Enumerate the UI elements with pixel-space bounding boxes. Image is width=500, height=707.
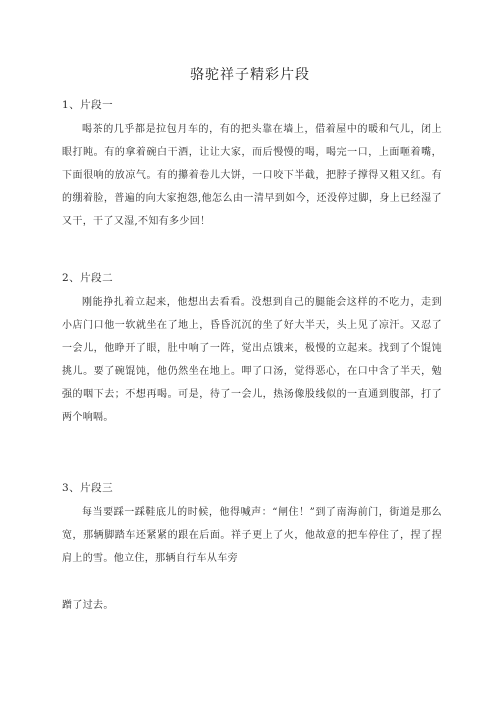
section-heading-3: 3、片段三 (62, 482, 114, 494)
section-heading-1: 1、片段一 (62, 99, 114, 111)
section-paragraph-1: 喝茶的几乎都是拉包月车的，有的把头靠在墙上，借着屋中的暖和气儿，闭上眼打盹。有的拿着碗白干酒，让让大家，而后慢慢的喝，喝完一口，上面咂着嘴，下面很响的放凉气。有的攥着卷儿大饼，一口咬下半截，把脖子撑得又粗又红。有的绷着脸，普遍的向大家抱怨,他怎么由一清早到如今，还没停过脚，身上已经湿了又干，干了又湿,不知有多少回！ (62, 124, 442, 227)
document-title: 骆驼祥子精彩片段 (190, 67, 310, 83)
section-paragraph-3-tail: 蹭了过去。 (62, 600, 114, 611)
section-paragraph-2: 刚能挣扎着立起来，他想出去看看。没想到自己的腿能会这样的不吃力，走到小店门口他一软就坐在了地上，昏昏沉沉的坐了好大半天，头上见了凉汗。又忍了一会儿，他睁开了眼，肚中响了一阵，觉出点饿来，极慢的立起来。找到了个馄饨挑儿。要了碗馄饨，他仍然坐在地上。呷了口汤，觉得恶心，在口中含了半天，勉强的咽下去；不想再喝。可是，待了一会儿，热汤像股线似的一直通到腹部，打了两个响嗝。 (62, 297, 442, 423)
section-heading-2: 2、片段二 (62, 272, 114, 284)
section-paragraph-3: 每当要踩一踩鞋底儿的时候，他得喊声：“闸住！”到了南海前门，街道是那么宽，那辆脚踏车还紧紧的跟在后面。祥子更上了火，他故意的把车停住了，捏了捏肩上的雪。他立住，那辆自行车从车旁 (62, 507, 442, 564)
